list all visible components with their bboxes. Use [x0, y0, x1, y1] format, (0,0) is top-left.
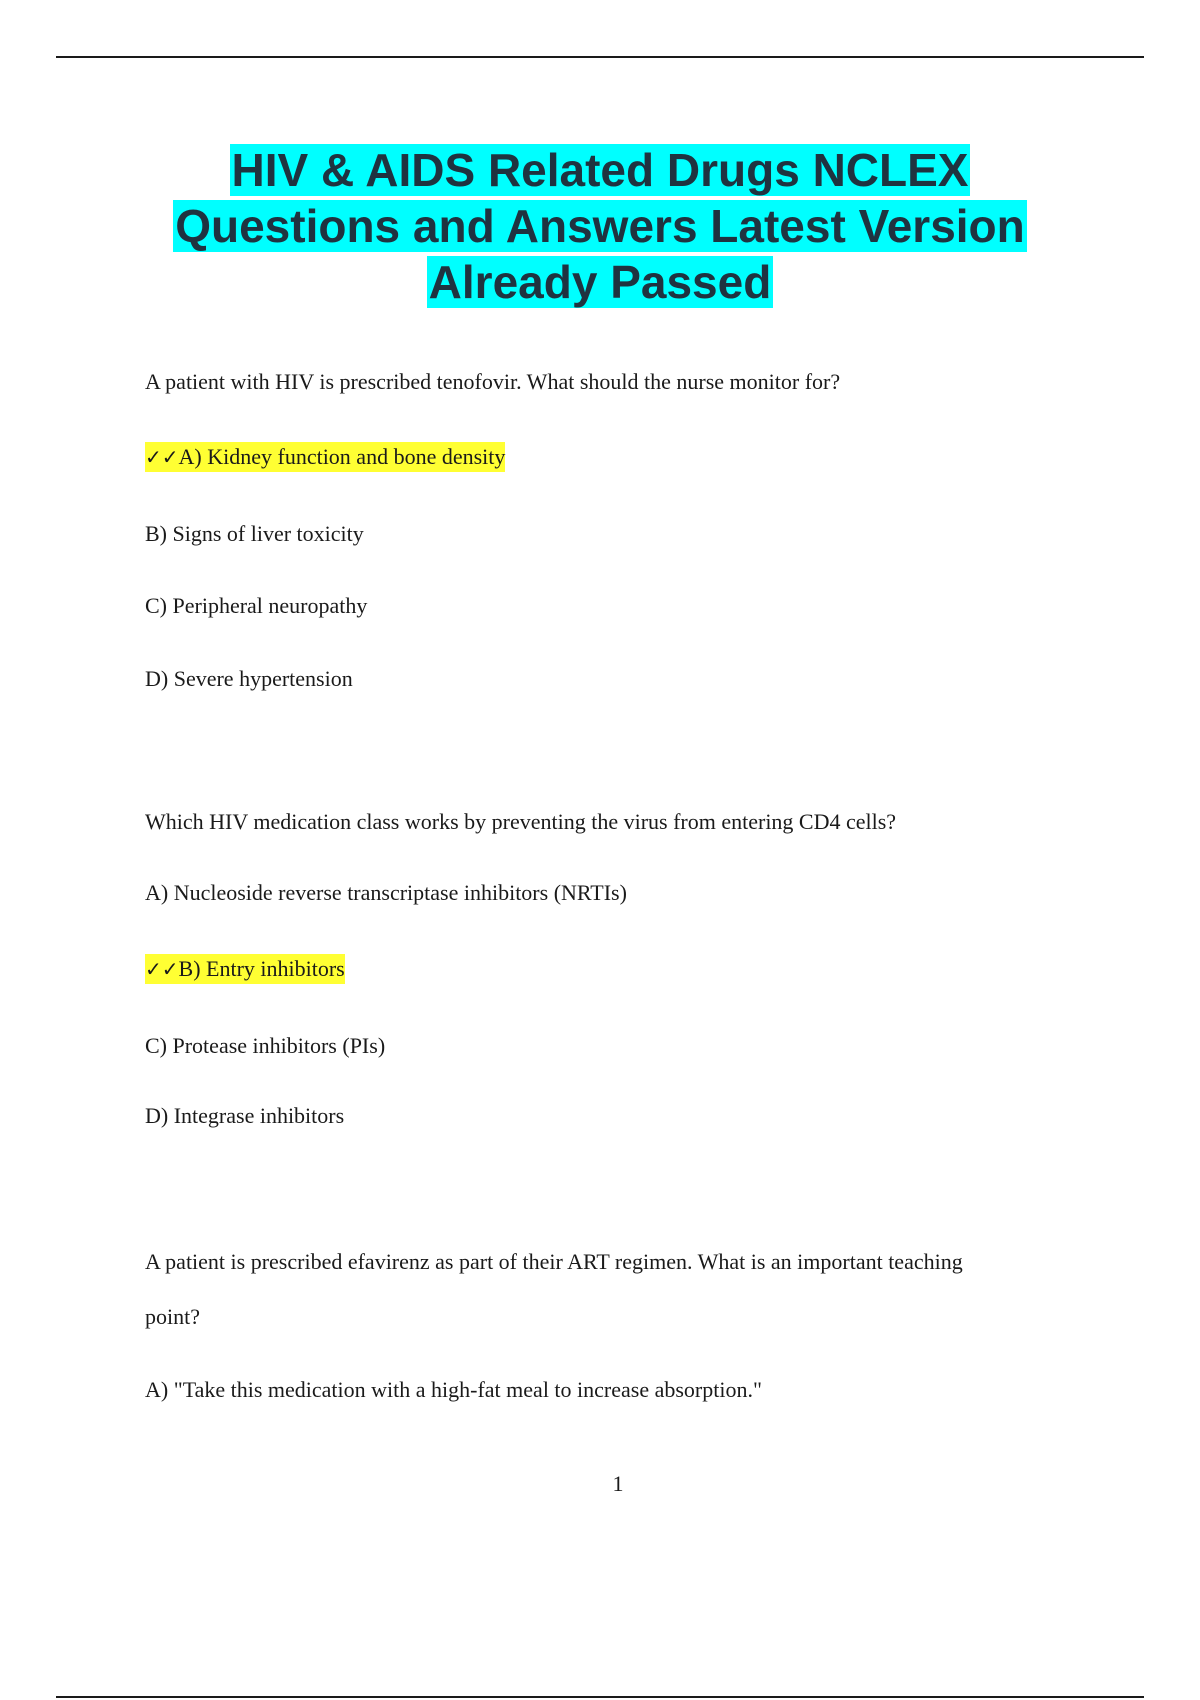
question-1-option-a [145, 443, 505, 471]
title-line-1: HIV & AIDS Related Drugs NCLEX [231, 144, 969, 196]
top-rule [56, 56, 1144, 58]
option-text: B) Entry inhibitors [178, 956, 345, 981]
question-2-option-c: C) Protease inhibitors (PIs) [145, 1033, 386, 1058]
question-1-option-c: C) Peripheral neuropathy [145, 593, 368, 618]
question-1-stem: A patient with HIV is prescribed tenofovir. What should the nurse monitor for? [145, 369, 841, 394]
title-line-2: Questions and Answers Latest Version [175, 200, 1025, 252]
question-2-option-a: A) Nucleoside reverse transcriptase inhibitors (NRTIs) [145, 880, 627, 905]
correct-answer-highlight [145, 442, 505, 472]
page-number: 1 [612, 1471, 624, 1496]
question-1-option-d: D) Severe hypertension [145, 666, 353, 691]
option-text: A) Kidney function and bone density [178, 444, 506, 469]
question-1-option-b: B) Signs of liver toxicity [145, 521, 364, 546]
question-2-option-b [145, 955, 345, 983]
double-check-icon: ✓✓ [145, 957, 179, 981]
question-2-stem: Which HIV medication class works by preventing the virus from entering CD4 cells? [145, 809, 897, 834]
question-3-stem-line-1: A patient is prescribed efavirenz as part of their ART regimen. What is an important teaching [145, 1249, 963, 1274]
question-3-option-a: A) "Take this medication with a high-fat meal to increase absorption." [145, 1377, 762, 1402]
title-line-3: Already Passed [428, 256, 772, 308]
question-2-option-d: D) Integrase inhibitors [145, 1103, 345, 1128]
correct-answer-highlight [145, 954, 345, 984]
bottom-rule [56, 1696, 1144, 1698]
double-check-icon: ✓✓ [145, 445, 179, 469]
document-title [100, 142, 1100, 310]
question-3-stem-line-2: point? [145, 1304, 200, 1329]
